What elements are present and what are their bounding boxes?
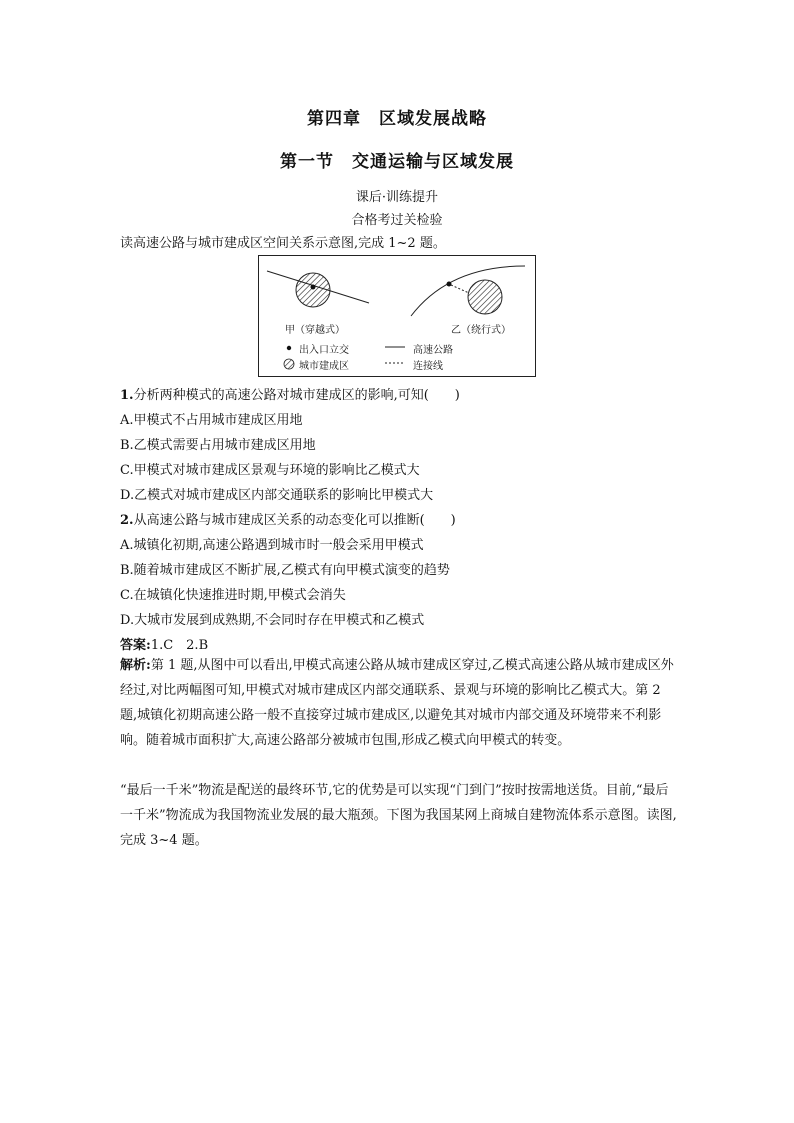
question-1 <box>120 384 680 403</box>
analysis-text: 第 1 题,从图中可以看出,甲模式高速公路从城市建成区穿过,乙模式高速公路从城市建成区外经过,对比两幅图可知,甲模式对城市建成区内部交通联系、景观与环境的影响比乙模式大。第 2 题,城镇化初期高速公路一般不直接穿过城市建成区,以避免其对城市内部交通及环境带来不利影响。随着城市面积扩大,高速公路部分被城市包围,形成乙模式向甲模式的转变。 <box>120 658 674 748</box>
legend-highway: 高速公路 <box>413 345 453 356</box>
legend-urban: 城市建成区 <box>299 361 349 372</box>
q1-option-b: B.乙模式需要占用城市建成区用地 <box>120 438 316 453</box>
section-title: 第一节 交通运输与区域发展 <box>280 152 514 172</box>
analysis-label: 解析: <box>120 658 151 673</box>
q1-option-d: D.乙模式对城市建成区内部交通联系的影响比甲模式大 <box>120 488 434 503</box>
answer-label: 答案: <box>120 638 151 653</box>
subtitle-level: 合格考过关检验 <box>351 213 443 228</box>
q2-option-d: D.大城市发展到成熟期,不会同时存在甲模式和乙模式 <box>120 613 425 628</box>
intro-q1-2: 读高速公路与城市建成区空间关系示意图,完成 1~2 题。 <box>120 236 446 251</box>
analysis-paragraph <box>120 653 680 753</box>
label-jia: 甲（穿越式） <box>285 325 345 336</box>
urban-area-jia <box>296 273 330 307</box>
label-yi: 乙（绕行式） <box>451 325 511 336</box>
legend-interchange-symbol <box>287 346 291 350</box>
highway-city-diagram <box>258 255 536 377</box>
intro-q3-4: “最后一千米”物流是配送的最终环节,它的优势是可以实现“门到门”按时按需地送货。目前,“最后一千米”物流成为我国物流业发展的最大瓶颈。下图为我国某网上商城自建物流体系示意图。读图,完成 3~4 题。 <box>120 783 677 848</box>
interchange-yi <box>447 282 452 287</box>
q2-option-c: C.在城镇化快速推进时期,甲模式会消失 <box>120 588 346 603</box>
chapter-title: 第四章 区域发展战略 <box>307 109 487 129</box>
connector-yi <box>451 285 469 293</box>
q2-option-a: A.城镇化初期,高速公路遇到城市时一般会采用甲模式 <box>120 538 424 553</box>
answer-text: 1.C 2.B <box>150 638 209 653</box>
legend-urban-symbol <box>284 359 294 369</box>
subtitle-exercise: 课后·训练提升 <box>355 190 439 205</box>
q2-option-b: B.随着城市建成区不断扩展,乙模式有向甲模式演变的趋势 <box>120 563 450 578</box>
question-1-number: 1. <box>120 388 134 403</box>
interchange-jia <box>311 285 316 290</box>
legend-connector: 连接线 <box>413 361 443 372</box>
urban-area-yi <box>468 280 502 314</box>
question-2-number: 2. <box>120 513 134 528</box>
q1-option-a: A.甲模式不占用城市建成区用地 <box>120 413 303 428</box>
legend-interchange: 出入口立交 <box>299 345 349 356</box>
answer-line <box>120 634 680 653</box>
highway-yi <box>411 266 525 316</box>
q1-option-c: C.甲模式对城市建成区景观与环境的影响比乙模式大 <box>120 463 420 478</box>
question-2 <box>120 509 680 528</box>
question-2-stem: 从高速公路与城市建成区关系的动态变化可以推断( ) <box>133 513 456 528</box>
question-1-stem: 分析两种模式的高速公路对城市建成区的影响,可知( ) <box>133 388 460 403</box>
